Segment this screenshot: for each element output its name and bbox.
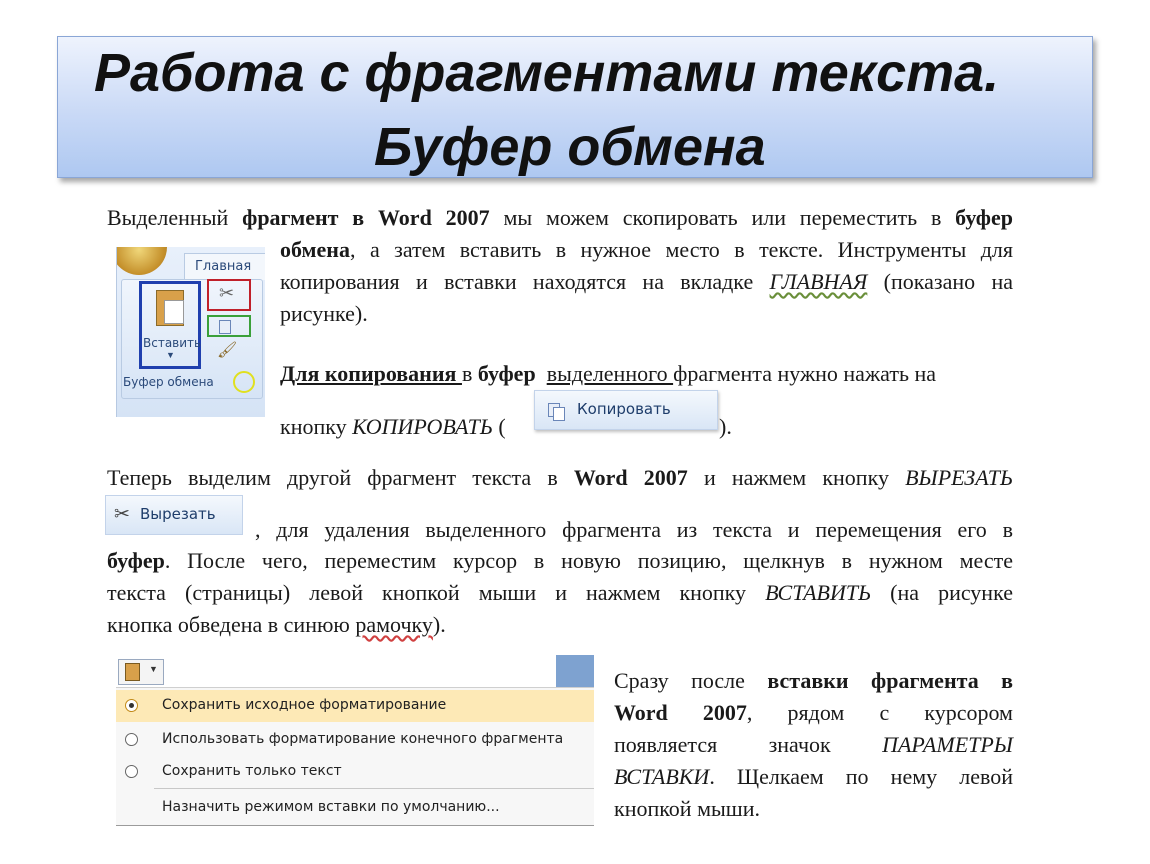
para3-line2	[255, 514, 1013, 545]
text: ).	[432, 612, 446, 637]
para4-line1	[614, 665, 1013, 696]
text: кнопка обведена в синюю	[107, 612, 356, 637]
menu-header	[116, 655, 594, 688]
radio-dot	[129, 703, 134, 708]
text: (показано на	[867, 269, 1013, 294]
para1-line2	[280, 234, 1013, 265]
para3-line1	[107, 462, 1013, 493]
menu-item-set-default[interactable]	[116, 792, 594, 824]
radio-icon	[125, 733, 138, 746]
bold-text: Word 2007	[573, 465, 688, 490]
para4-line3	[614, 729, 1013, 760]
text: , а затем вставить в нужное место в тексте. Инструменты для	[350, 237, 1013, 262]
copy-icon-front	[553, 407, 565, 421]
paste-label: Вставить	[143, 336, 202, 350]
office-button-icon	[116, 247, 167, 275]
bold-text: вставки фрагмента в	[767, 668, 1014, 693]
para2-line1	[280, 358, 936, 389]
chevron-down-icon: ▼	[166, 350, 175, 360]
clipboard-group-label: Буфер обмена	[123, 375, 214, 389]
copy-button-label: Копировать	[577, 400, 671, 418]
paste-button[interactable]	[139, 281, 201, 369]
italic-text: ПАРАМЕТРЫ	[882, 732, 1013, 757]
clipboard-icon	[125, 663, 140, 681]
menu-item-label: Использовать форматирование конечного фрагмента	[162, 731, 564, 747]
bold-text: обмена	[280, 237, 350, 262]
text: фрагмента нужно нажать на	[673, 361, 937, 386]
tab-home-label: Главная	[195, 259, 252, 274]
menu-item-use-destination[interactable]	[116, 724, 594, 756]
para2-close: ).	[719, 414, 732, 439]
menu-divider	[154, 788, 594, 789]
text: , для удаления выделенного фрагмента из текста и перемещения его в	[255, 517, 1013, 542]
text: . После чего, переместим курсор в новую позицию, щелкнув в нужном месте	[164, 548, 1013, 573]
ribbon-clipboard-image	[116, 247, 265, 417]
bold-underlined-text: Для копирования	[280, 361, 462, 386]
para3-line3	[107, 545, 1013, 576]
bold-text: буфер	[107, 548, 165, 573]
text: появляется значок	[614, 732, 883, 757]
para4-line2	[614, 697, 1013, 728]
radio-icon	[125, 765, 138, 778]
para1-line1	[107, 202, 1013, 233]
text: рамочку	[355, 612, 433, 637]
para3-line5	[107, 609, 446, 640]
text: копирования и вставки находятся на вкладке	[280, 269, 770, 294]
italic-text: ВСТАВКИ	[614, 764, 710, 789]
menu-item-label: Сохранить исходное форматирование	[162, 697, 447, 713]
paper-icon	[164, 300, 184, 324]
tab-home[interactable]	[184, 253, 265, 280]
text: Выделенный	[107, 205, 243, 230]
title-line-1: Работа с фрагментами текста.	[94, 43, 1000, 103]
cut-button-label: Вырезать	[140, 505, 216, 523]
text: (на рисунке	[871, 580, 1013, 605]
cut-button[interactable]	[105, 495, 243, 535]
menu-item-keep-source[interactable]	[116, 690, 594, 722]
bold-text: буфер	[955, 205, 1014, 230]
text: мы можем скопировать или переместить в	[489, 205, 956, 230]
title-line-2: Буфер обмена	[374, 117, 766, 177]
underlined-text: выделенного	[546, 361, 674, 386]
italic-text: ВСТАВИТЬ	[765, 580, 872, 605]
scrollbar-fragment	[556, 655, 594, 687]
paste-options-button[interactable]	[118, 659, 164, 685]
para4-line5: кнопкой мыши.	[614, 796, 760, 821]
text: и нажмем кнопку	[687, 465, 906, 490]
bold-text: буфер	[477, 361, 536, 386]
copy-icon-button[interactable]	[207, 315, 251, 337]
italic-text: ГЛАВНАЯ	[769, 269, 868, 294]
text: (	[492, 414, 506, 439]
para1-line4: рисунке).	[280, 301, 368, 326]
paste-options-menu	[116, 655, 594, 826]
bold-text: фрагмент в Word 2007	[242, 205, 490, 230]
text: . Щелкаем по нему левой	[709, 764, 1013, 789]
format-painter-icon[interactable]: 🖌	[217, 342, 238, 359]
text: текста (страницы) левой кнопкой мыши и нажмем кнопку	[107, 580, 766, 605]
cut-icon-button[interactable]	[207, 279, 251, 311]
scissors-icon: ✂	[114, 503, 130, 525]
text: в	[461, 361, 478, 386]
text: Теперь выделим другой фрагмент текста в	[107, 465, 574, 490]
italic-text: КОПИРОВАТЬ	[352, 414, 493, 439]
bold-text: Word 2007	[614, 700, 747, 725]
para2-line2	[280, 411, 506, 442]
menu-item-label: Назначить режимом вставки по умолчанию...	[162, 799, 500, 815]
text: кнопку	[280, 414, 353, 439]
para1-line3	[280, 266, 1013, 297]
text: Сразу после	[614, 668, 768, 693]
italic-text: ВЫРЕЗАТЬ	[905, 465, 1014, 490]
copy-icon	[219, 320, 231, 334]
dialog-launcher-icon[interactable]	[233, 371, 255, 393]
text: , рядом с курсором	[746, 700, 1013, 725]
title-banner	[57, 36, 1093, 178]
scissors-icon: ✂	[219, 283, 235, 303]
copy-button[interactable]	[534, 390, 718, 430]
text	[536, 361, 547, 386]
menu-item-text-only[interactable]	[116, 756, 594, 788]
menu-item-label: Сохранить только текст	[162, 763, 342, 779]
para3-line4	[107, 577, 1013, 608]
chevron-down-icon: ▼	[149, 664, 158, 674]
para4-line4	[614, 761, 1013, 792]
